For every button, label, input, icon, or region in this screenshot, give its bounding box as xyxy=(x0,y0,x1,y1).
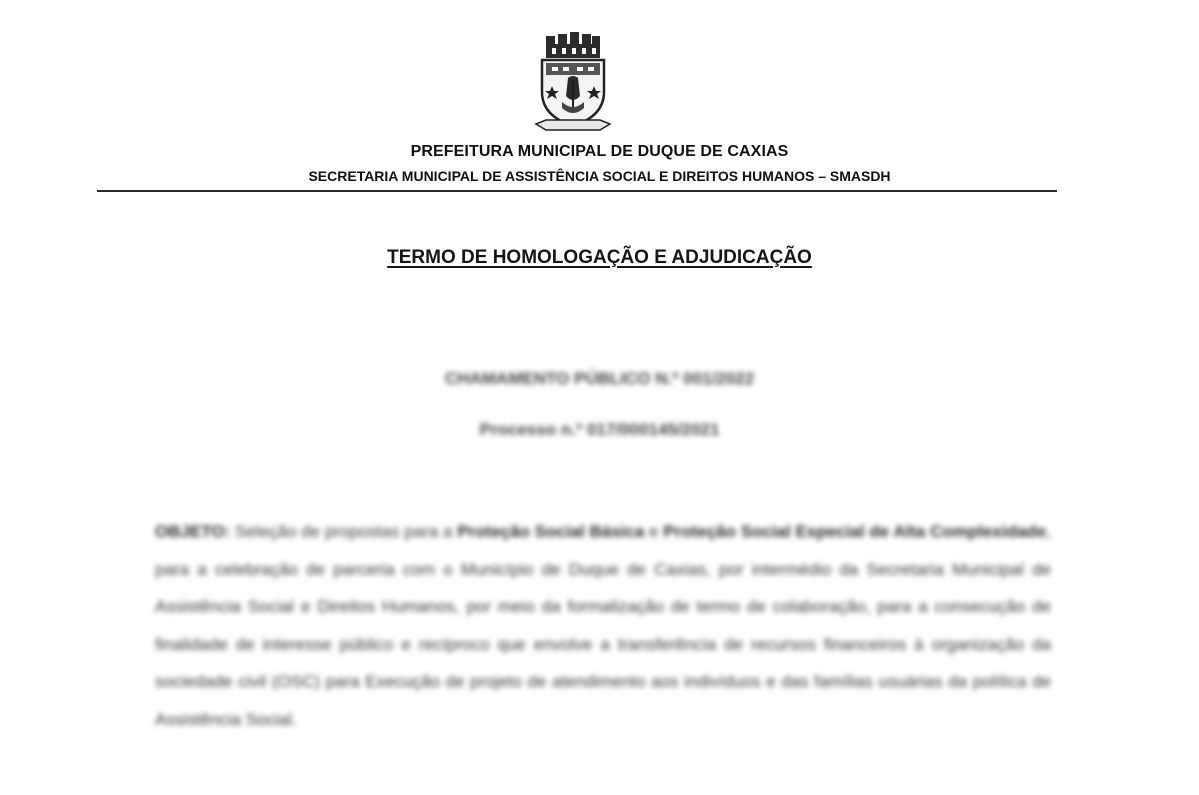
document-title-text: TERMO DE HOMOLOGAÇÃO E ADJUDICAÇÃO xyxy=(387,247,812,268)
duque-de-caxias-coat-of-arms xyxy=(532,30,614,138)
object-text-part-2: e xyxy=(644,522,664,541)
object-text-part-1: Seleção de propostas para a xyxy=(230,522,458,541)
process-number: Processo n.º 017/000145/2021 xyxy=(479,420,720,439)
object-paragraph xyxy=(155,513,1051,738)
object-text-part-3: , para a celebração de parceria com o Município de Duque de Caxias, por intermédio da Secretaria Municipal de Assistência Social e Direitos Humanos, por meio da formalização de termo de colaboração, para a consecução de finalidade de interesse público e recíproco que envolve a transferência de recursos financeiros à organização da sociedade civil (OSC) para Execução de projeto de atendimento aos indivíduos e das famílias usuárias da política de Assistência Social. xyxy=(155,522,1052,729)
header-divider xyxy=(97,190,1057,192)
call-number: CHAMAMENTO PÚBLICO N.º 001/2022 xyxy=(444,369,755,388)
prefeitura-heading: PREFEITURA MUNICIPAL DE DUQUE DE CAXIAS xyxy=(410,143,789,160)
document-title xyxy=(0,247,1199,269)
object-highlight-special: Proteção Social Especial de Alta Complexidade xyxy=(663,522,1047,541)
secretaria-heading: SECRETARIA MUNICIPAL DE ASSISTÊNCIA SOCIAL E DIREITOS HUMANOS – SMASDH xyxy=(308,168,891,184)
object-highlight-basic: Proteção Social Básica xyxy=(457,522,645,541)
object-label: OBJETO: xyxy=(155,522,231,541)
